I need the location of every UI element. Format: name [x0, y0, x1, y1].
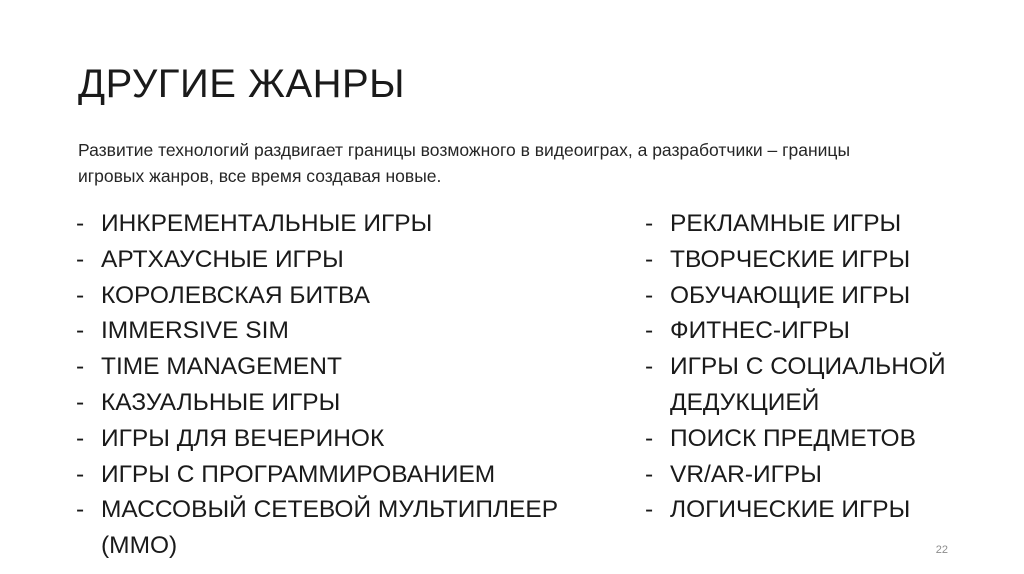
genre-item-label: МАССОВЫЙ СЕТЕВОЙ МУЛЬТИПЛЕЕР [101, 496, 559, 524]
genre-item [645, 421, 985, 457]
genre-item-label: ИГРЫ С СОЦИАЛЬНОЙ [670, 353, 946, 381]
genre-item-label: АРТХАУСНЫЕ ИГРЫ [101, 245, 344, 273]
genre-item [76, 278, 616, 314]
bullet-dash: - [76, 424, 85, 452]
bullet-dash: - [645, 210, 654, 237]
genre-item [645, 278, 985, 314]
genre-item [645, 492, 985, 528]
bullet-dash: - [645, 317, 654, 345]
slide-title: ДРУГИЕ ЖАНРЫ [78, 62, 406, 106]
bullet-dash: - [76, 460, 85, 488]
genre-item-label: ИГРЫ С ПРОГРАММИРОВАНИЕМ [101, 460, 496, 488]
genre-item-label: КОРОЛЕВСКАЯ БИТВА [101, 281, 370, 309]
genre-item [645, 349, 985, 385]
bullet-dash: - [645, 460, 654, 488]
bullet-dash: - [76, 245, 85, 273]
genre-list-right [645, 206, 985, 528]
bullet-dash: - [76, 496, 85, 524]
intro-line-2: игровых жанров, все время создавая новые. [78, 166, 442, 186]
bullet-dash: - [645, 245, 654, 273]
genre-item-label: КАЗУАЛЬНЫЕ ИГРЫ [101, 388, 341, 416]
bullet-dash: - [645, 424, 654, 452]
genre-item-label: РЕКЛАМНЫЕ ИГРЫ [670, 210, 902, 237]
genre-item-label: ПОИСК ПРЕДМЕТОВ [670, 424, 916, 452]
genre-item [76, 457, 616, 493]
bullet-dash: - [645, 281, 654, 309]
bullet-dash: - [645, 353, 654, 381]
intro-paragraph [78, 137, 978, 189]
bullet-dash: - [76, 281, 85, 309]
genre-item [76, 528, 616, 564]
genre-item-label: ТВОРЧЕСКИЕ ИГРЫ [670, 245, 911, 273]
genre-item [645, 385, 985, 421]
genre-item [76, 492, 616, 528]
genre-item-label: IMMERSIVE SIM [101, 317, 289, 345]
genre-item [645, 242, 985, 278]
genre-item-label: ЛОГИЧЕСКИЕ ИГРЫ [670, 496, 911, 524]
genre-item [76, 313, 616, 349]
genre-item [76, 349, 616, 385]
genre-item [645, 206, 985, 242]
genre-list-left [76, 206, 616, 564]
genre-item [645, 313, 985, 349]
genre-item-label: (MMO) [101, 532, 178, 560]
intro-line-1: Развитие технологий раздвигает границы возможного в видеоиграх, а разработчики – границы [78, 140, 851, 160]
genre-item-label: ОБУЧАЮЩИЕ ИГРЫ [670, 281, 911, 309]
page-number: 22 [935, 544, 948, 556]
bullet-dash: - [645, 496, 654, 524]
bullet-dash: - [76, 353, 85, 381]
genre-item-label: TIME MANAGEMENT [101, 353, 342, 381]
genre-item [76, 242, 616, 278]
bullet-dash: - [76, 388, 85, 416]
genre-item-label: VR/AR-ИГРЫ [670, 460, 822, 488]
genre-item [76, 421, 616, 457]
bullet-dash: - [76, 210, 85, 237]
genre-item [76, 206, 616, 242]
genre-item [76, 385, 616, 421]
bullet-dash: - [76, 317, 85, 345]
genre-item [645, 457, 985, 493]
genre-item-label: ДЕДУКЦИЕЙ [670, 388, 820, 416]
genre-item-label: ИНКРЕМЕНТАЛЬНЫЕ ИГРЫ [101, 210, 433, 237]
genre-item-label: ФИТНЕС-ИГРЫ [670, 317, 850, 345]
genre-item-label: ИГРЫ ДЛЯ ВЕЧЕРИНОК [101, 424, 385, 452]
